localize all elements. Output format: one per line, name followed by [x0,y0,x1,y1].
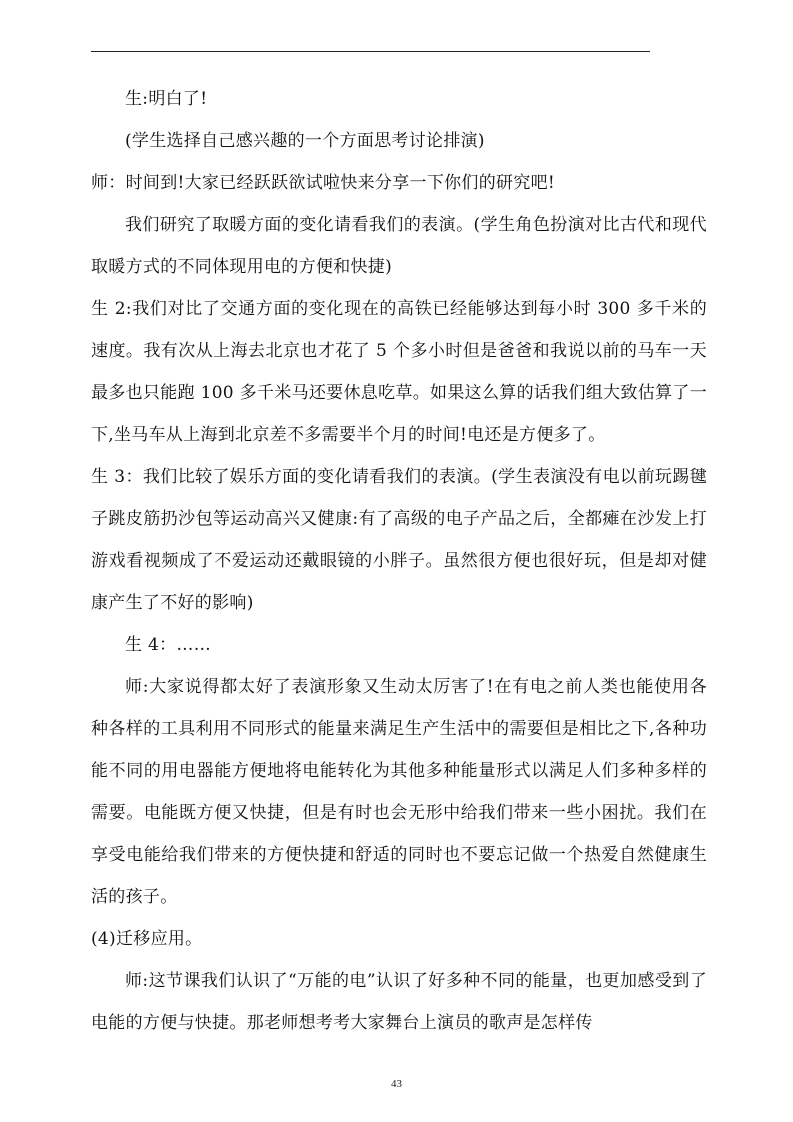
paragraph-student-3-entertainment: 生 3：我们比较了娱乐方面的变化请看我们的表演。(学生表演没有电以前玩踢毽子跳皮筋扔沙包等运动高兴又健康:有了高级的电子产品之后，全都瘫在沙发上打游戏看视频成了不爱运动还戴眼镜的小胖子。虽然很方便也很好玩，但是却对健康产生了不好的影响) [91,467,707,613]
paragraph-student-understood: 生:明白了! [125,89,208,109]
paragraph-student-2-transport: 生 2:我们对比了交通方面的变化现在的高铁已经能够达到每小时 300 多千米的速度。我有次从上海去北京也才花了 5 个多小时但是爸爸和我说以前的马车一天最多也只能跑 100 多千米马还要休息吃草。如果这么算的话我们组大致估算了一下,坐马车从上海到北京差不多需要半个月的时间!电还是方便多了。 [91,299,707,445]
document-body [91,78,707,1044]
section-heading-transfer-application: (4)迁移应用。 [91,929,203,949]
page-number: 43 [391,1078,402,1090]
paragraph-teacher-summary: 师:大家说得都太好了表演形象又生动太厉害了!在有电之前人类也能使用各种各样的工具利用不同形式的能量来满足生产生活中的需要但是相比之下,各种功能不同的用电器能方便地将电能转化为其他多种能量形式以满足人们多种多样的需要。电能既方便又快捷，但是有时也会无形中给我们带来一些小困扰。我们在享受电能给我们带来的方便快捷和舒适的同时也不要忘记做一个热爱自然健康生活的孩子。 [91,677,707,907]
paragraph-teacher-time-up: 师：时间到!大家已经跃跃欲试啦快来分享一下你们的研究吧! [91,173,556,193]
paragraph-stage-direction-discussion: (学生选择自己感兴趣的一个方面思考讨论排演) [125,131,485,151]
paragraph-teacher-question: 师:这节课我们认识了“万能的电”认识了好多种不同的能量，也更加感受到了电能的方便与快捷。那老师想考考大家舞台上演员的歌声是怎样传 [91,971,707,1033]
header-rule [91,51,650,52]
paragraph-student-4: 生 4：…… [125,635,212,655]
paragraph-heating-performance: 我们研究了取暖方面的变化请看我们的表演。(学生角色扮演对比古代和现代取暖方式的不同体现用电的方便和快捷) [91,215,707,277]
